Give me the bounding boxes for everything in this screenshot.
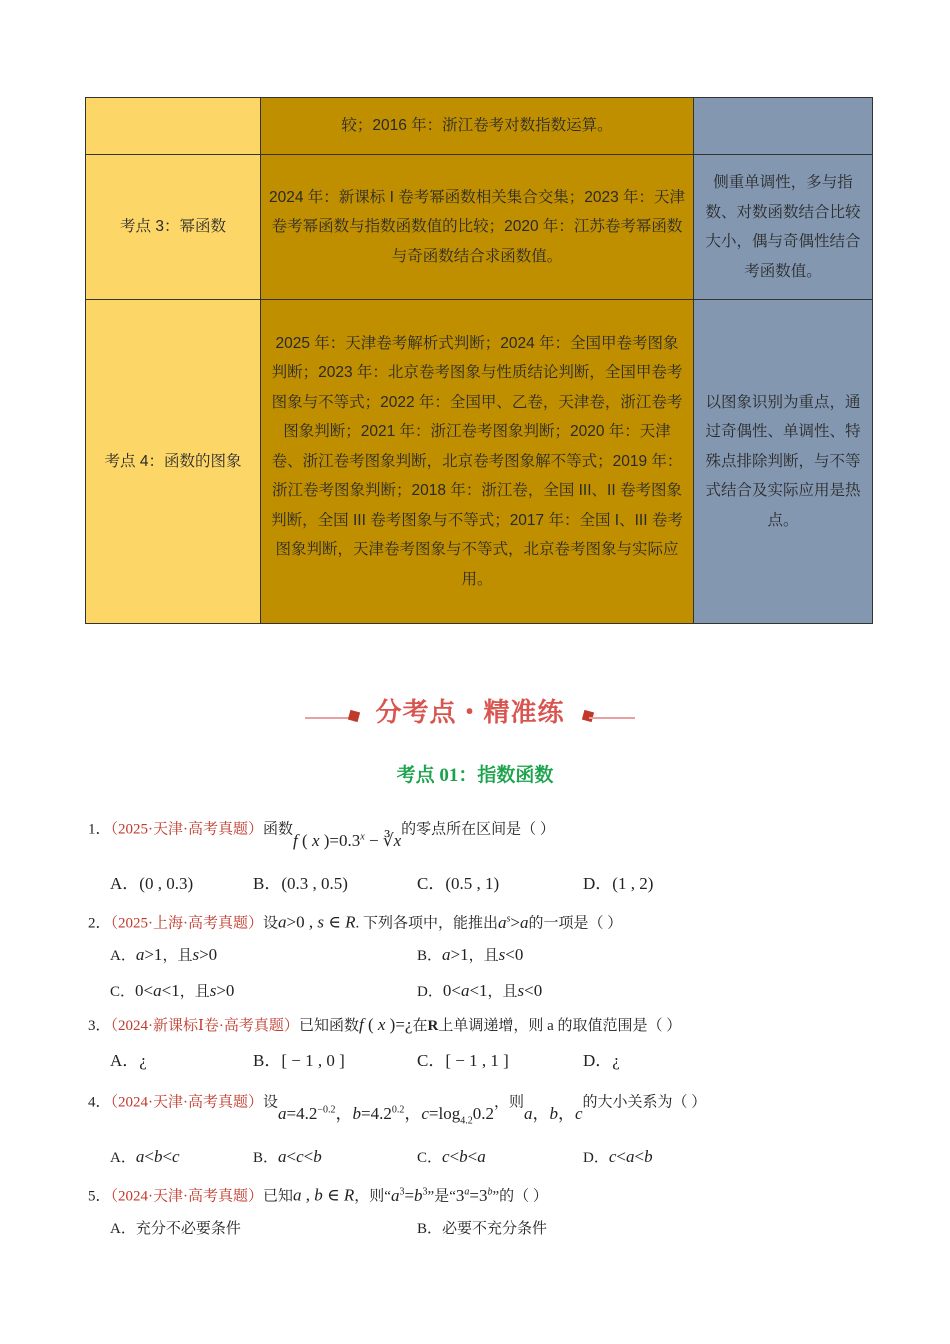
option-c[interactable]: C．[ − 1 , 1 ] [417, 1051, 509, 1070]
question-number: 4． [88, 1094, 111, 1111]
formula: a，b，c [523, 1103, 583, 1123]
question-text: 上单调递增，则 a 的取值范围是（ ） [438, 1018, 682, 1034]
question-4 [88, 1088, 707, 1127]
question-text: R [427, 1018, 439, 1034]
table-cell-point [86, 98, 261, 155]
question-text: 已知 [263, 1188, 294, 1205]
option-c[interactable]: C．0<a<1，且s>0 [110, 981, 235, 1000]
option-b[interactable]: B．必要不充分条件 [417, 1221, 548, 1237]
section-title: 考点 01：指数函数 [396, 765, 554, 786]
table-cell-point: 考点 3：幂函数 [86, 155, 261, 300]
formula: a , b ∈ R [293, 1185, 355, 1205]
formula: a>0 , s ∈ R [278, 912, 356, 932]
question-text: 已知函数 [298, 1018, 359, 1034]
option-d[interactable]: D．c<a<b [583, 1147, 653, 1166]
option-d[interactable]: D．¿ [583, 1051, 620, 1070]
table-row [86, 98, 873, 155]
question-3 [88, 1015, 681, 1036]
question-1 [88, 815, 555, 850]
formula: $a^3=b^3$ [390, 1185, 428, 1205]
question-source: （2024·天津·高考真题） [110, 1094, 264, 1111]
formula: f ( x )$=0.3^x$ − ∛x [293, 830, 402, 850]
question-text: 的大小关系为（ ） [582, 1094, 707, 1111]
question-text: 设 [263, 1094, 279, 1111]
option-a[interactable]: A．¿ [110, 1051, 147, 1070]
table-cell-exams: 2025 年：天津卷考解析式判断；2024 年：全国甲卷考图象判断；2023 年：北京卷考图象与性质结论判断，全国甲卷考图象与不等式；2022 年：全国甲、乙卷，天津卷，浙江卷考图象判断；2021 年：浙江卷考图象判断；2020 年：天津卷、浙江卷考图象判断，北京卷考图象解不等式；2019 年：浙江卷考图象判断；2018 年：浙江卷，全国 III、II 卷考图象判断，全国 III 卷考图象与不等式；2017 年：全国 I、III 卷考图象判断，天津卷考图象与不等式，北京卷考图象与实际应用。 [261, 300, 694, 624]
question-number: 3． [88, 1018, 111, 1034]
question-source: （2025·天津·高考真题） [110, 821, 264, 838]
banner-left-square-icon [348, 710, 360, 722]
option-b[interactable]: B．a>1，且s<0 [417, 945, 524, 964]
banner-left-line [305, 717, 353, 719]
table-cell-exams: 较；2016 年：浙江卷考对数指数运算。 [261, 98, 694, 155]
question-text: ，则“ [354, 1188, 391, 1205]
option-c[interactable]: C．c<b<a [417, 1147, 486, 1166]
question-number: 1． [88, 821, 111, 838]
table-cell-note [694, 98, 873, 155]
option-a[interactable]: A．(0 , 0.3) [110, 874, 194, 893]
option-b[interactable]: B．[ − 1 , 0 ] [253, 1051, 345, 1070]
formula: $a=4.2^{-0.2}$，$b=4.2^{0.2}$，$c=\log_{4.2}0.2$ [278, 1103, 494, 1127]
question-text: 函数 [263, 821, 294, 838]
option-d[interactable]: D．(1 , 2) [583, 874, 654, 893]
question-text: ，则 [493, 1094, 524, 1111]
question-text: 设 [263, 915, 279, 932]
banner-title: 分考点・精准练 [375, 698, 565, 728]
question-2 [88, 909, 622, 934]
formula: $3^a=3^b$ [455, 1185, 493, 1205]
table-cell-point: 考点 4：函数的图象 [86, 300, 261, 624]
option-a[interactable]: A．充分不必要条件 [110, 1221, 241, 1237]
table-cell-note: 以图象识别为重点，通过奇偶性、单调性、特殊点排除判断，与不等式结合及实际应用是热点。 [694, 300, 873, 624]
banner-right-square-icon [582, 710, 594, 722]
question-number: 2． [88, 915, 111, 932]
option-a[interactable]: A．a<b<c [110, 1147, 180, 1166]
question-source: （2025·上海·高考真题） [110, 915, 264, 932]
table-row [86, 300, 873, 624]
question-text: . 下列各项中，能推出 [355, 915, 498, 932]
question-text: 在 [412, 1018, 428, 1034]
exam-analysis-table [85, 97, 873, 624]
table-row [86, 155, 873, 300]
option-c[interactable]: C．(0.5 , 1) [417, 874, 500, 893]
question-source: （2024·新课标Ⅰ卷·高考真题） [110, 1018, 299, 1034]
question-number: 5． [88, 1188, 111, 1205]
question-text: ”的（ ） [492, 1188, 548, 1205]
banner-right-line [589, 717, 635, 719]
table-cell-note: 侧重单调性，多与指数、对数函数结合比较大小，偶与奇偶性结合考函数值。 [694, 155, 873, 300]
table-cell-exams: 2024 年：新课标 I 卷考幂函数相关集合交集；2023 年：天津卷考幂函数与指数函数值的比较；2020 年：江苏卷考幂函数与奇函数结合求函数值。 [261, 155, 694, 300]
option-b[interactable]: B．(0.3 , 0.5) [253, 874, 348, 893]
question-source: （2024·天津·高考真题） [110, 1188, 264, 1205]
question-text: 的零点所在区间是（ ） [401, 821, 555, 838]
question-5: 5．（2024·天津·高考真题）已知a , b ∈ R，则“$a^3=b^3$”是“$3^a=3^b$”的（ ） [88, 1185, 548, 1205]
section-banner [305, 690, 635, 738]
option-b[interactable]: B．a<c<b [253, 1147, 322, 1166]
formula: f ( x )=¿ [358, 1015, 413, 1034]
option-a[interactable]: A．a>1，且s>0 [110, 945, 218, 964]
formula: $a^s>a$ [498, 912, 529, 932]
question-text: 的一项是（ ） [528, 915, 623, 932]
option-d[interactable]: D．0<a<1，且s<0 [417, 981, 543, 1000]
